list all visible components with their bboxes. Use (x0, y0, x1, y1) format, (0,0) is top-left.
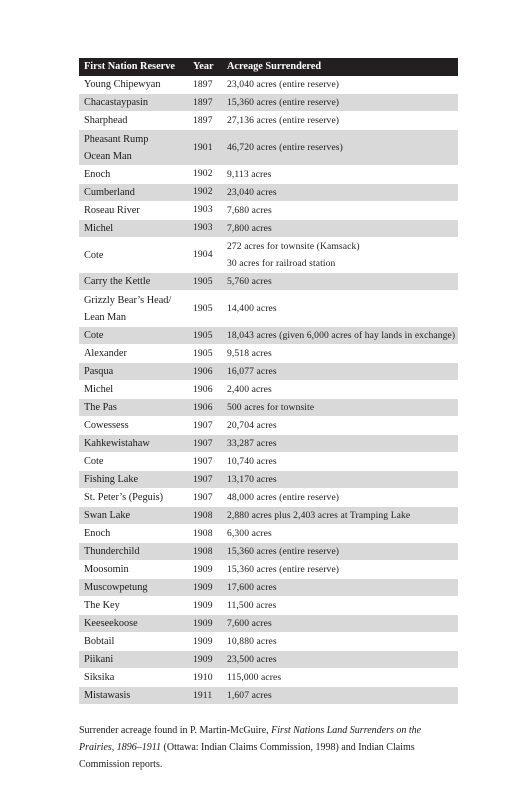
reserve-cell-line: Piikani (84, 654, 114, 666)
acreage-cell (222, 651, 458, 669)
table-row (79, 219, 458, 237)
table-row (79, 363, 458, 381)
reserve-cell-line: Mistawasis (84, 690, 131, 702)
table-row (79, 417, 458, 435)
year-cell: 1905 (193, 329, 213, 341)
reserve-cell (79, 363, 188, 381)
caption-intro: Surrender acreage found in P. Martin-McGuire, (79, 725, 272, 737)
year-cell: 1908 (193, 545, 213, 557)
acreage-cell-line: 23,040 acres (227, 186, 277, 198)
reserve-cell (79, 112, 188, 130)
reserve-cell (79, 417, 188, 435)
reserve-cell (79, 76, 188, 94)
table-row (79, 525, 458, 543)
acreage-cell (222, 76, 458, 94)
year-cell: 1906 (193, 383, 213, 395)
acreage-cell-line: 7,600 acres (227, 618, 272, 630)
acreage-cell (222, 633, 458, 651)
year-cell: 1904 (193, 249, 213, 261)
acreage-cell-line: 33,287 acres (227, 438, 277, 450)
reserve-cell-line: Michel (84, 384, 114, 396)
table-row (79, 399, 458, 417)
table-row (79, 507, 458, 525)
year-cell: 1909 (193, 599, 213, 611)
reserve-cell-line: Muscowpetung (84, 582, 148, 594)
acreage-cell-line: 500 acres for townsite (227, 402, 315, 414)
reserve-cell-line: Michel (84, 222, 114, 234)
table-row (79, 669, 458, 687)
table-header-row (79, 58, 458, 76)
acreage-cell-line: 10,880 acres (227, 636, 277, 648)
reserve-cell (79, 525, 188, 543)
reserve-cell-line: Alexander (84, 348, 127, 360)
acreage-cell-line: 7,800 acres (227, 222, 272, 234)
reserve-cell (79, 543, 188, 561)
caption-book-title: First Nations Land Surrenders on the Prairies, 1896–1911 (79, 725, 422, 754)
acreage-cell (222, 165, 458, 183)
header-acreage-surrendered: Acreage Surrendered (227, 61, 322, 72)
acreage-cell-line: 11,500 acres (227, 600, 277, 612)
reserve-cell-line: Enoch (84, 528, 111, 540)
reserve-cell (79, 561, 188, 579)
reserve-cell (79, 130, 188, 166)
table-row (79, 130, 458, 166)
reserve-cell (79, 579, 188, 597)
reserve-cell (79, 507, 188, 525)
reserve-cell-line: Grizzly Bear’s Head/ (84, 294, 172, 306)
table-row (79, 76, 458, 94)
land-surrender-table (79, 58, 458, 705)
reserve-cell-line: Moosomin (84, 564, 129, 576)
reserve-cell-line: Cowessess (84, 420, 129, 432)
reserve-cell (79, 615, 188, 633)
acreage-cell-line: 20,704 acres (227, 420, 277, 432)
year-cell: 1903 (193, 222, 213, 234)
acreage-cell-line: 1,607 acres (227, 690, 272, 702)
acreage-cell (222, 543, 458, 561)
table-row (79, 633, 458, 651)
acreage-cell-line: 5,760 acres (227, 276, 272, 288)
acreage-cell (222, 201, 458, 219)
reserve-cell (79, 381, 188, 399)
acreage-cell-line: 15,360 acres (entire reserve) (227, 546, 340, 558)
reserve-cell-line: Young Chipewyan (84, 79, 161, 91)
reserve-cell-line: The Pas (84, 402, 117, 414)
reserve-cell-line: Thunderchild (84, 546, 140, 558)
acreage-cell-line: 2,400 acres (227, 384, 272, 396)
table-row (79, 183, 458, 201)
acreage-cell (222, 597, 458, 615)
acreage-cell (222, 615, 458, 633)
reserve-cell (79, 399, 188, 417)
table-row (79, 273, 458, 291)
reserve-cell (79, 327, 188, 345)
acreage-cell (222, 507, 458, 525)
acreage-cell-line: 48,000 acres (entire reserve) (227, 492, 340, 504)
reserve-cell-line: Kahkewistahaw (84, 438, 150, 450)
year-cell: 1905 (193, 275, 213, 287)
year-cell: 1908 (193, 527, 213, 539)
year-cell: 1897 (193, 114, 213, 126)
year-cell: 1907 (193, 437, 213, 449)
year-cell: 1906 (193, 365, 213, 377)
table-row (79, 94, 458, 112)
reserve-cell (79, 435, 188, 453)
acreage-cell-line: 7,680 acres (227, 204, 272, 216)
reserve-cell (79, 237, 188, 273)
reserve-cell (79, 687, 188, 705)
reserve-cell (79, 273, 188, 291)
acreage-cell (222, 237, 458, 273)
acreage-cell-line: 6,300 acres (227, 528, 272, 540)
table-body (79, 76, 458, 705)
acreage-cell (222, 399, 458, 417)
table-row (79, 165, 458, 183)
reserve-cell-line: Siksika (84, 672, 115, 684)
year-cell: 1905 (193, 347, 213, 359)
reserve-cell (79, 669, 188, 687)
table-row (79, 237, 458, 273)
acreage-cell (222, 669, 458, 687)
year-cell: 1897 (193, 96, 213, 108)
reserve-cell-line: Cote (84, 456, 104, 468)
table-row (79, 201, 458, 219)
year-cell: 1909 (193, 563, 213, 575)
reserve-cell-line: The Key (84, 600, 120, 612)
table-row (79, 543, 458, 561)
page-content (79, 58, 458, 783)
reserve-cell-line: St. Peter’s (Peguis) (84, 492, 164, 504)
acreage-cell (222, 327, 458, 345)
acreage-cell-line: 23,500 acres (227, 654, 277, 666)
reserve-cell (79, 345, 188, 363)
table-row (79, 327, 458, 345)
table-row (79, 435, 458, 453)
acreage-cell (222, 273, 458, 291)
table-row (79, 291, 458, 327)
table-row (79, 579, 458, 597)
acreage-cell-line: 10,740 acres (227, 456, 277, 468)
reserve-cell-line: Cote (84, 249, 104, 261)
reserve-cell (79, 165, 188, 183)
acreage-cell-line: 9,113 acres (227, 168, 272, 180)
year-cell: 1902 (193, 186, 213, 198)
reserve-cell-line: Sharphead (84, 115, 128, 127)
reserve-cell (79, 453, 188, 471)
year-cell: 1907 (193, 491, 213, 503)
year-cell: 1907 (193, 455, 213, 467)
table-row (79, 112, 458, 130)
reserve-cell (79, 651, 188, 669)
year-cell: 1905 (193, 302, 213, 314)
reserve-cell (79, 597, 188, 615)
acreage-cell-line: 23,040 acres (entire reserve) (227, 79, 340, 91)
reserve-cell-line: Keeseekoose (84, 618, 138, 630)
acreage-cell-line: 14,400 acres (227, 303, 277, 315)
reserve-cell-line: Carry the Kettle (84, 276, 151, 288)
reserve-cell-line: Lean Man (84, 311, 127, 323)
acreage-cell-line: 115,000 acres (227, 672, 282, 684)
source-caption (79, 722, 458, 773)
reserve-cell-line: Ocean Man (84, 150, 132, 162)
table-row (79, 381, 458, 399)
acreage-cell (222, 579, 458, 597)
acreage-cell (222, 381, 458, 399)
acreage-cell (222, 453, 458, 471)
acreage-cell (222, 345, 458, 363)
table-row (79, 489, 458, 507)
acreage-cell-line: 27,136 acres (entire reserve) (227, 115, 340, 127)
acreage-cell (222, 94, 458, 112)
year-cell: 1902 (193, 168, 213, 180)
year-cell: 1909 (193, 653, 213, 665)
acreage-cell-line: 46,720 acres (entire reserves) (227, 142, 343, 154)
year-cell: 1903 (193, 204, 213, 216)
table-row (79, 561, 458, 579)
table-row (79, 453, 458, 471)
table-row (79, 651, 458, 669)
table-row (79, 597, 458, 615)
acreage-cell (222, 687, 458, 705)
acreage-cell (222, 435, 458, 453)
caption-publication: (Ottawa: Indian Claims Commission, 1998) and Indian Claims Commission reports. (79, 742, 415, 771)
reserve-cell-line: Chacastaypasin (84, 97, 149, 109)
reserve-cell-line: Fishing Lake (84, 474, 139, 486)
year-cell: 1908 (193, 509, 213, 521)
year-cell: 1897 (193, 78, 213, 90)
reserve-cell (79, 471, 188, 489)
table-row (79, 345, 458, 363)
year-cell: 1907 (193, 419, 213, 431)
acreage-cell (222, 219, 458, 237)
acreage-cell (222, 363, 458, 381)
year-cell: 1907 (193, 473, 213, 485)
reserve-cell (79, 633, 188, 651)
reserve-cell (79, 219, 188, 237)
acreage-cell-line: 272 acres for townsite (Kamsack) (227, 241, 360, 253)
year-cell: 1906 (193, 401, 213, 413)
acreage-cell-line: 18,043 acres (given 6,000 acres of hay lands in exchange) (227, 330, 456, 342)
acreage-cell (222, 471, 458, 489)
reserve-cell-line: Cumberland (84, 186, 135, 198)
acreage-cell-line: 15,360 acres (entire reserve) (227, 97, 340, 109)
acreage-cell (222, 561, 458, 579)
acreage-cell-line: 2,880 acres plus 2,403 acres at Tramping Lake (227, 510, 411, 522)
table-row (79, 471, 458, 489)
header-first-nation-reserve: First Nation Reserve (84, 61, 175, 72)
reserve-cell (79, 183, 188, 201)
year-cell: 1910 (193, 671, 213, 683)
year-cell: 1909 (193, 581, 213, 593)
acreage-cell (222, 183, 458, 201)
acreage-cell-line: 9,518 acres (227, 348, 272, 360)
header-year: Year (193, 61, 214, 72)
table-row (79, 687, 458, 705)
year-cell: 1909 (193, 617, 213, 629)
reserve-cell (79, 201, 188, 219)
acreage-cell-line: 15,360 acres (entire reserve) (227, 564, 340, 576)
reserve-cell-line: Bobtail (84, 636, 115, 648)
acreage-cell (222, 489, 458, 507)
reserve-cell-line: Enoch (84, 168, 111, 180)
reserve-cell-line: Cote (84, 330, 104, 342)
reserve-cell (79, 94, 188, 112)
acreage-cell-line: 17,600 acres (227, 582, 277, 594)
reserve-cell-line: Swan Lake (84, 510, 131, 522)
acreage-cell (222, 525, 458, 543)
year-cell: 1901 (193, 141, 213, 153)
reserve-cell-line: Roseau River (84, 204, 140, 216)
acreage-cell-line: 16,077 acres (227, 366, 277, 378)
reserve-cell (79, 489, 188, 507)
reserve-cell-line: Pheasant Rump (84, 133, 149, 145)
year-cell: 1911 (193, 689, 213, 701)
year-cell: 1909 (193, 635, 213, 647)
acreage-cell (222, 112, 458, 130)
table-row (79, 615, 458, 633)
acreage-cell-line: 13,170 acres (227, 474, 277, 486)
acreage-cell (222, 130, 458, 166)
acreage-cell (222, 417, 458, 435)
reserve-cell-line: Pasqua (84, 366, 114, 378)
acreage-cell (222, 291, 458, 327)
reserve-cell (79, 291, 188, 327)
acreage-cell-line: 30 acres for railroad station (227, 258, 336, 270)
